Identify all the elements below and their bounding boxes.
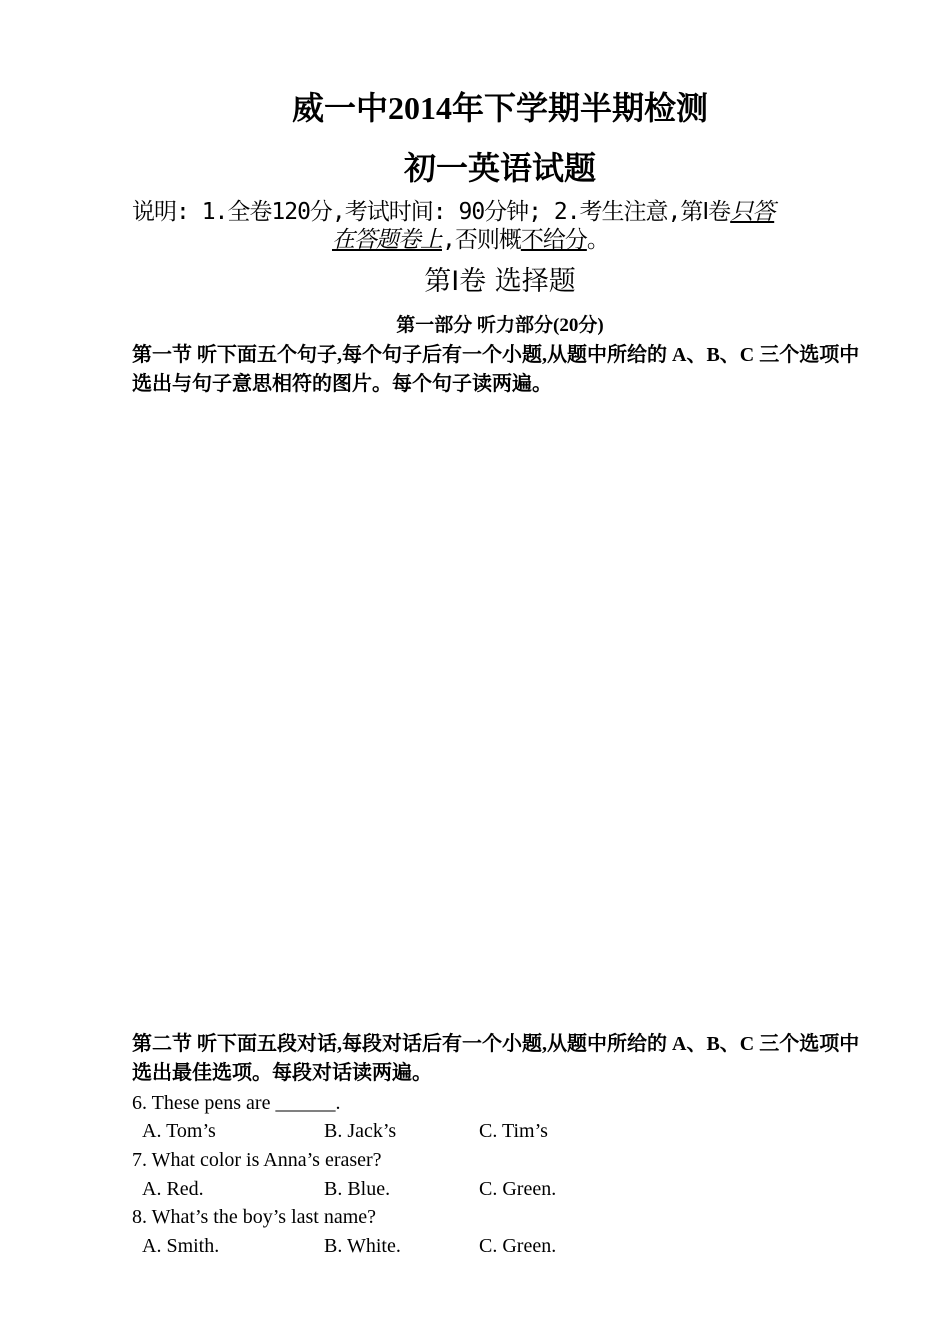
exam-subtitle: 初一英语试题 xyxy=(403,150,596,186)
question-stem: 7. What color is Anna’s eraser? xyxy=(132,1149,382,1171)
volume-title: 第Ⅰ卷 选择题 xyxy=(424,266,576,297)
instructions-text-2: ,否则概 xyxy=(442,227,521,253)
instructions xyxy=(132,198,877,254)
option-a: A. Red. xyxy=(142,1178,204,1200)
exam-title: 威一中2014年下学期半期检测 xyxy=(291,90,708,126)
section-2-instructions: 第二节 听下面五段对话,每段对话后有一个小题,从题中所给的 A、B、C 三个选项中选出最佳选项。每段对话读两遍。 xyxy=(132,1033,860,1084)
option-c: C. Tim’s xyxy=(479,1120,548,1142)
option-a: A. Tom’s xyxy=(142,1120,216,1142)
option-b: B. White. xyxy=(324,1235,401,1257)
question-stem: 8. What’s the boy’s last name? xyxy=(132,1206,377,1228)
option-b: B. Jack’s xyxy=(324,1120,397,1142)
instructions-text-3: 。 xyxy=(586,227,609,253)
section-1-instructions: 第一节 听下面五个句子,每个句子后有一个小题,从题中所给的 A、B、C 三个选项中选出与句子意思相符的图片。每个句子读两遍。 xyxy=(132,344,860,395)
instructions-line-2 xyxy=(132,226,877,254)
part-title: 第一部分 听力部分(20分) xyxy=(396,315,604,336)
instructions-emphasis-no-score: 不给分 xyxy=(520,227,587,253)
question-stem: 6. These pens are ______. xyxy=(132,1092,341,1114)
instructions-text: 说明: 1.全卷120分,考试时间: 90分钟; 2.考生注意,第Ⅰ卷 xyxy=(132,199,731,225)
instructions-emphasis-answer-only: 只答 xyxy=(730,199,775,225)
option-c: C. Green. xyxy=(479,1235,557,1257)
instructions-emphasis-answer-sheet: 在答题卷上 xyxy=(332,227,442,253)
option-a: A. Smith. xyxy=(142,1235,220,1257)
option-c: C. Green. xyxy=(479,1178,557,1200)
option-b: B. Blue. xyxy=(324,1178,391,1200)
